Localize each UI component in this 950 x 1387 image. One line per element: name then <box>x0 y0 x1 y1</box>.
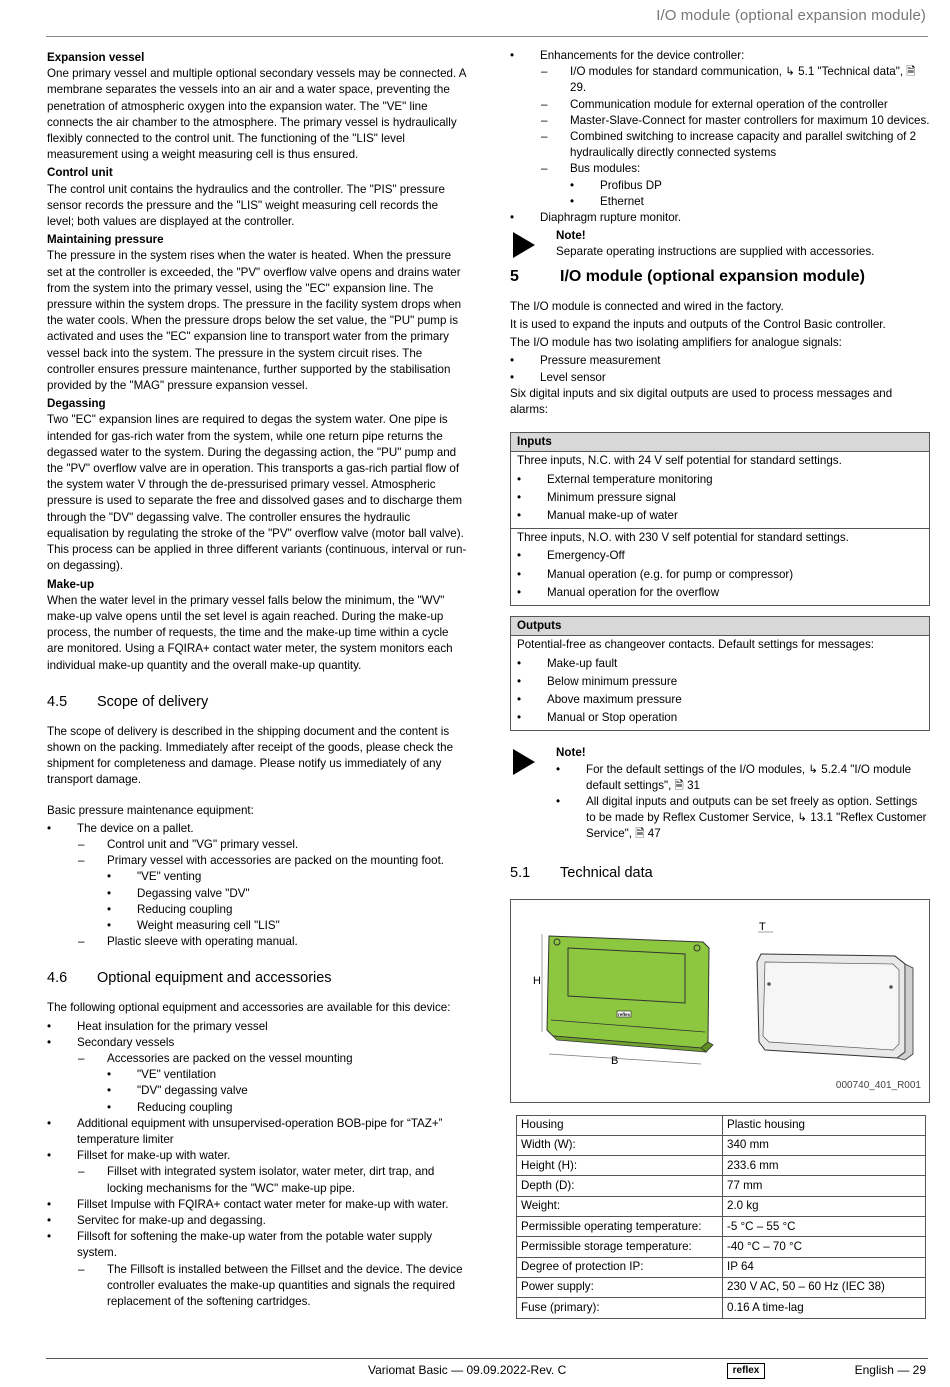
list-item: – Plastic sleeve with operating manual. <box>47 934 467 950</box>
cross-reference-link[interactable]: All digital inputs and outputs can be set freely as option. Settings to be made by Reflex Customer Service, ↳ 13.1 "Reflex Customer Service", 🗎 47 <box>586 794 927 841</box>
inputs-no-list <box>517 548 923 601</box>
spec-label: Weight: <box>517 1196 723 1216</box>
optional-subsublist <box>47 1067 467 1116</box>
section-4-6-heading <box>47 970 467 988</box>
outputs-list <box>517 656 923 727</box>
spec-value: 340 mm <box>723 1135 926 1155</box>
spec-value: 230 V AC, 50 – 60 Hz (IEC 38) <box>723 1277 926 1297</box>
io-module-text-3: The I/O module has two isolating amplifiers for analogue signals: <box>510 336 842 350</box>
optional-list-a <box>47 1019 467 1051</box>
note-title: Note! <box>556 229 586 243</box>
io-module-text-2: It is used to expand the inputs and outputs of the Control Basic controller. <box>510 318 886 332</box>
list-item: • Diaphragm rupture monitor. <box>510 210 930 226</box>
table-row <box>517 1135 926 1155</box>
spec-value: IP 64 <box>723 1257 926 1277</box>
section-4-5-heading <box>47 694 467 712</box>
optional-sublist-c <box>47 1262 467 1311</box>
list-item: – Control unit and "VG" primary vessel. <box>47 837 467 853</box>
list-item: • Additional equipment with unsupervised-operation BOB-pipe for “TAZ+” temperature limiter <box>47 1116 467 1148</box>
list-item: – Accessories are packed on the vessel mounting <box>47 1051 467 1067</box>
expansion-vessel-text: One primary vessel and multiple optional secondary vessels may be connected. A membrane separates the vessels into an air and a water space, preventing the penetration of atmospheric oxygen into the expansion water. The "VE" line connects the air chamber to the atmosphere. The primary vessel is hydraulically flexibly connected to the control unit. The functioning of the "LIS" level measurement using a weight measuring cell is thus ensured. <box>47 67 466 162</box>
cross-reference-link[interactable]: For the default settings of the I/O modules, ↳ 5.2.4 "I/O module default settings", 🗎 31 <box>586 762 912 792</box>
list-item: • Level sensor <box>510 370 930 386</box>
bus-modules-list <box>510 178 930 210</box>
list-item: • Reducing coupling <box>47 1100 467 1116</box>
spec-value: 77 mm <box>723 1176 926 1196</box>
spec-label: Width (W): <box>517 1135 723 1155</box>
figure-caption: 000740_401_R001 <box>835 1080 921 1092</box>
table-row <box>517 1196 926 1216</box>
io-module-text-1: The I/O module is connected and wired in the factory. <box>510 299 784 313</box>
footer-document-id: Variomat Basic — 09.09.2022-Rev. C <box>368 1363 567 1377</box>
list-item: • Degassing valve "DV" <box>47 886 467 902</box>
reflex-logo: reflex <box>727 1363 765 1379</box>
list-item: • Minimum pressure signal <box>517 490 923 506</box>
spec-label: Permissible operating temperature: <box>517 1217 723 1237</box>
scope-delivery-intro: Basic pressure maintenance equipment: <box>47 803 254 817</box>
list-item: – Bus modules: <box>510 161 930 177</box>
control-unit-heading: Control unit <box>47 166 113 180</box>
inputs-group-nc <box>511 452 929 528</box>
note-block <box>510 228 930 260</box>
list-item: – Communication module for external operation of the controller <box>510 97 930 113</box>
maintaining-pressure-heading: Maintaining pressure <box>47 233 164 247</box>
optional-sublist-a <box>47 1051 467 1067</box>
section-5-heading <box>510 269 930 285</box>
list-item: – Master-Slave-Connect for master controllers for maximum 10 devices. <box>510 113 930 129</box>
outputs-box <box>510 616 930 731</box>
technical-data-table <box>516 1115 926 1319</box>
list-item: • Fillset Impulse with FQIRA+ contact water meter for make-up with water. <box>47 1197 467 1213</box>
list-item: • External temperature monitoring <box>517 472 923 488</box>
section-title: I/O module (optional expansion module) <box>560 267 865 285</box>
list-item: • Fillsoft for softening the make-up water from the potable water supply system. <box>47 1229 467 1261</box>
table-row <box>517 1257 926 1277</box>
right-column <box>510 48 930 1319</box>
header-divider <box>46 36 928 37</box>
list-item <box>556 762 930 794</box>
outputs-heading: Outputs <box>511 617 929 636</box>
section-title: Technical data <box>560 864 653 881</box>
spec-value: -40 °C – 70 °C <box>723 1237 926 1257</box>
list-item: • The device on a pallet. <box>47 821 467 837</box>
list-item: – The Fillsoft is installed between the Fillset and the device. The device controller evaluates the make-up quantities and signals the required replacement of the softening cartridges. <box>47 1262 467 1311</box>
diaphragm-list <box>510 210 930 226</box>
degassing-heading: Degassing <box>47 397 106 411</box>
enhancements-list <box>510 48 930 64</box>
table-row <box>517 1277 926 1297</box>
list-item: • Servitec for make-up and degassing. <box>47 1213 467 1229</box>
inputs-box <box>510 432 930 606</box>
section-number: 5.1 <box>510 864 531 881</box>
grey-housing-face <box>763 962 899 1050</box>
note-title: Note! <box>556 746 586 760</box>
list-item: • Emergency-Off <box>517 548 923 564</box>
list-item: • Manual make-up of water <box>517 508 923 524</box>
io-module-illustration <box>513 902 929 1092</box>
table-row <box>517 1176 926 1196</box>
width-dimension-line <box>549 1054 701 1064</box>
degassing-text: Two "EC" expansion lines are required to degas the system water. One pipe is intended for gas-rich water from the system, while one return pipe returns the degassed water to the system. During the degassing action, the "PU" pump and the "PV" overflow valve are in operation. This transports a gas-rich partial flow of the system water V through the de-pressurised primary vessel. Atmospheric pressure is used to separate the free and dissolved gases and to discharge them through the "DV" degassing valve. The controller ensures the hydraulic equalisation by regulating the stroke of the "PV" overflow valve (motor ball valve). This process can be applied in three different variants (continuous, interval or run-on degassing). <box>47 413 467 573</box>
maintaining-pressure-text: The pressure in the system rises when the water is heated. When the pressure set at the controller is exceeded, the "PV" overflow valve opens and drains water from the system into the primary vessel, using the "EC" expansion line. The pressure within the system drops. The pressure in the facility system drops when the water cools. When the pressure drops below the set value, the "PU" pump is activated and uses the "EC" expansion line to transport water from the primary vessel back into the system. The pressure in the system circuit rises. The controller ensures pressure maintenance, further supported by the stabilisation provided by the "MAG" pressure expansion vessel. <box>47 249 462 393</box>
io-module-figure <box>510 899 930 1103</box>
table-row <box>517 1298 926 1318</box>
depth-label: T <box>759 920 766 933</box>
list-item: • Heat insulation for the primary vessel <box>47 1019 467 1035</box>
spec-label: Degree of protection IP: <box>517 1257 723 1277</box>
list-item: • Ethernet <box>510 194 930 210</box>
control-unit-text: The control unit contains the hydraulics and the controller. The "PIS" pressure sensor records the pressure and the "LIS" weight measuring cell records the level; both values are displayed at the controller. <box>47 182 445 229</box>
outputs-group-title: Potential-free as changeover contacts. Default settings for messages: <box>517 638 875 652</box>
list-item <box>510 64 930 96</box>
spec-label: Power supply: <box>517 1277 723 1297</box>
list-item: – Primary vessel with accessories are packed on the mounting foot. <box>47 853 467 869</box>
delivery-sublist-2 <box>47 934 467 950</box>
scope-delivery-text: The scope of delivery is described in the shipping document and the content is shown on the packing. Immediately after receipt of the goods, please check the shipment for completeness and damage. Please notify us immediately of any transport damage. <box>47 724 454 787</box>
height-label: H <box>533 974 541 987</box>
list-item: • "DV" degassing valve <box>47 1083 467 1099</box>
width-label: B <box>611 1054 619 1067</box>
list-item: – Combined switching to increase capacity and parallel switching of 2 hydraulically directly connected systems <box>510 129 930 161</box>
delivery-subsublist <box>47 869 467 934</box>
list-item: • Fillset for make-up with water. <box>47 1148 467 1164</box>
section-5-1-heading <box>510 865 930 883</box>
optional-list-b <box>47 1116 467 1165</box>
optional-equipment-intro: The following optional equipment and accessories are available for this device: <box>47 1001 451 1015</box>
note-list <box>556 762 930 843</box>
note-arrow-icon <box>513 232 535 258</box>
list-item: • Manual operation (e.g. for pump or compressor) <box>517 567 923 583</box>
inputs-group-title: Three inputs, N.O. with 230 V self potential for standard settings. <box>517 531 849 545</box>
spec-label: Housing <box>517 1115 723 1135</box>
list-item: • Pressure measurement <box>510 353 930 369</box>
section-number: 5 <box>510 267 519 285</box>
makeup-heading: Make-up <box>47 577 95 591</box>
list-item: • Profibus DP <box>510 178 930 194</box>
list-item: • "VE" ventilation <box>47 1067 467 1083</box>
makeup-text: When the water level in the primary vessel falls below the minimum, the "WV" make-up valve opens until the set level is again reached. During the make-up process, the number of requests, the time and the make-up time within a cycle are monitored. Using a FQIRA+ contact water meter, the system monitors each individual make-up quantity and the overall make-up quantity. <box>47 593 453 672</box>
list-item: – Fillset with integrated system isolator, water meter, dirt trap, and locking mechanisms for the "WC" make-up pipe. <box>47 1164 467 1196</box>
list-item <box>556 794 930 843</box>
list-item: • Make-up fault <box>517 656 923 672</box>
inputs-heading: Inputs <box>511 433 929 452</box>
list-item: • Enhancements for the device controller: <box>510 48 930 64</box>
footer-page-number: English — 29 <box>854 1363 926 1377</box>
note-text: Separate operating instructions are supplied with accessories. <box>556 245 875 259</box>
section-number: 4.5 <box>47 693 68 710</box>
table-row <box>517 1115 926 1135</box>
optional-sublist-b <box>47 1164 467 1196</box>
page-header-title: I/O module (optional expansion module) <box>656 7 926 24</box>
signals-list <box>510 353 930 385</box>
section-number: 4.6 <box>47 970 68 987</box>
spec-label: Height (H): <box>517 1156 723 1176</box>
spec-label: Depth (D): <box>517 1176 723 1196</box>
footer-divider <box>46 1358 928 1359</box>
list-item: • Manual or Stop operation <box>517 710 923 726</box>
left-column <box>47 48 467 1310</box>
spec-value: Plastic housing <box>723 1115 926 1135</box>
table-row <box>517 1156 926 1176</box>
table-row <box>517 1217 926 1237</box>
screw-icon <box>889 985 893 989</box>
io-module-text-4: Six digital inputs and six digital outputs are used to process messages and alarms: <box>510 386 893 417</box>
list-item: • Below minimum pressure <box>517 674 923 690</box>
enhancements-sublist <box>510 64 930 177</box>
delivery-sublist <box>47 837 467 869</box>
delivery-list <box>47 821 467 837</box>
cross-reference-link[interactable]: I/O modules for standard communication, ↳ 5.1 "Technical data", 🗎 29. <box>570 65 916 95</box>
optional-list-c <box>47 1197 467 1262</box>
note-arrow-icon <box>513 749 535 775</box>
list-item: • Above maximum pressure <box>517 692 923 708</box>
inputs-nc-list <box>517 472 923 525</box>
screw-icon <box>767 982 771 986</box>
section-title: Optional equipment and accessories <box>97 970 332 987</box>
expansion-vessel-heading: Expansion vessel <box>47 51 145 64</box>
note-block-2 <box>510 745 930 842</box>
section-title: Scope of delivery <box>97 693 209 710</box>
list-item: • Secondary vessels <box>47 1035 467 1051</box>
inputs-group-title: Three inputs, N.C. with 24 V self potential for standard settings. <box>517 454 842 468</box>
spec-value: 233.6 mm <box>723 1156 926 1176</box>
list-item: • "VE" venting <box>47 869 467 885</box>
table-row <box>517 1237 926 1257</box>
outputs-group <box>511 636 929 730</box>
list-item: • Weight measuring cell "LIS" <box>47 918 467 934</box>
inputs-group-no <box>511 528 929 605</box>
spec-label: Permissible storage temperature: <box>517 1237 723 1257</box>
list-item: • Manual operation for the overflow <box>517 585 923 601</box>
spec-label: Fuse (primary): <box>517 1298 723 1318</box>
spec-value: -5 °C – 55 °C <box>723 1217 926 1237</box>
list-item: • Reducing coupling <box>47 902 467 918</box>
spec-value: 2.0 kg <box>723 1196 926 1216</box>
spec-value: 0.16 A time-lag <box>723 1298 926 1318</box>
reflex-badge-text: reflex <box>617 1011 631 1017</box>
